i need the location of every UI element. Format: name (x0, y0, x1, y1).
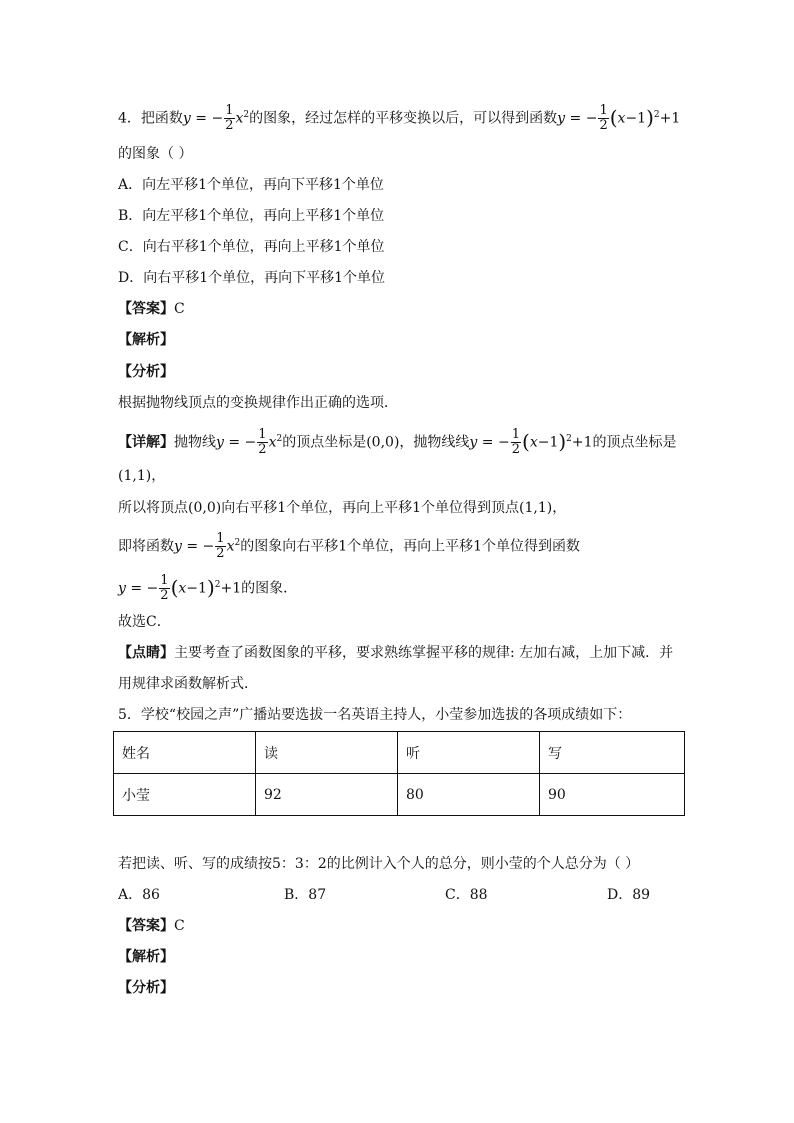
q5-question: 若把读、听、写的成绩按5：3：2的比例计入个人的总分，则小莹的个人总分为（ ） (118, 856, 640, 872)
q5-option-b: B．87 (284, 887, 327, 903)
q5-option-c: C．88 (445, 887, 488, 903)
q4-xiangjie-line4: y = − $\frac{1}{2}$ $(x-1)^2+1$的图象． (118, 573, 298, 603)
q4-xiangjie-line3: 即将函数y = − $\frac{1}{2}$ $x^2$的图象向右平移1个单位，再向上平移1个单位得到函数 (118, 531, 581, 561)
q5-option-d: D．89 (607, 887, 651, 903)
q4-option-d: D．向右平移1个单位，再向下平移1个单位 (118, 270, 386, 286)
q5-stem: 5．学校“校园之声”广播站要选拔一名英语主持人，小莹参加选拔的各项成绩如下： (118, 707, 632, 723)
q4-answer: 【答案】C (118, 301, 185, 317)
table-header-cell: 写 (540, 732, 685, 774)
fraction: $\frac{1}{2}$ (225, 103, 234, 133)
table-cell: 92 (256, 774, 398, 816)
q4-option-b: B．向左平移1个单位，再向上平移1个单位 (118, 208, 385, 224)
q4-option-a: A．向左平移1个单位，再向下平移1个单位 (118, 177, 384, 193)
q5-fenxi-label: 【分析】 (118, 980, 174, 996)
q4-stem: 4．把函数y = − $\frac{1}{2}$ $x^2$的图象，经过怎样的平移变换以后，可以得到函数y = − $\frac{1}{2}$ $(x-1)^2+1$ (118, 103, 681, 133)
q4-fenxi-text: 根据抛物线顶点的变换规律作出正确的选项． (118, 395, 398, 411)
q4-xiangjie-line2: 所以将顶点(0,0)向右平移1个单位，再向上平移1个单位得到顶点(1,1)， (118, 500, 567, 516)
table-cell: 小莹 (114, 774, 256, 816)
fraction: $\frac{1}{2}$ (216, 531, 225, 561)
table-cell: 80 (398, 774, 540, 816)
table-header-cell: 姓名 (114, 732, 256, 774)
fraction: $\frac{1}{2}$ (160, 573, 169, 603)
q4-option-c: C．向右平移1个单位，再向上平移1个单位 (118, 239, 385, 255)
q5-option-a: A．86 (118, 887, 160, 903)
table-cell: 90 (540, 774, 685, 816)
q4-xiangjie-line1: 【详解】抛物线y = − $\frac{1}{2}$ $x^2$的顶点坐标是(0,0)，抛物线线y = − $\frac{1}{2}$ $(x-1)^2+1$的顶点坐标是 (118, 427, 677, 457)
q4-dianjing: 【点睛】主要考查了函数图象的平移，要求熟练掌握平移的规律: 左加右减，上加下减．并 (118, 645, 674, 661)
table-header-cell: 读 (256, 732, 398, 774)
q4-xiangjie-line1b: (1,1)， (118, 468, 166, 484)
fraction: $\frac{1}{2}$ (511, 427, 520, 457)
q4-analysis-label: 【解析】 (118, 332, 174, 348)
q4-stem-tail: 的图象（ ） (118, 146, 193, 162)
q4-fenxi-label: 【分析】 (118, 364, 174, 380)
table-row (114, 774, 685, 816)
table-header-row (114, 732, 685, 774)
fraction: $\frac{1}{2}$ (599, 103, 608, 133)
table-header-cell: 听 (398, 732, 540, 774)
q4-dianjing-2: 用规律求函数解析式． (118, 676, 258, 692)
fraction: $\frac{1}{2}$ (258, 427, 267, 457)
q4-conclusion: 故选C． (118, 614, 171, 630)
q5-analysis-label: 【解析】 (118, 949, 174, 965)
score-table (113, 731, 685, 816)
q5-answer: 【答案】C (118, 918, 185, 934)
